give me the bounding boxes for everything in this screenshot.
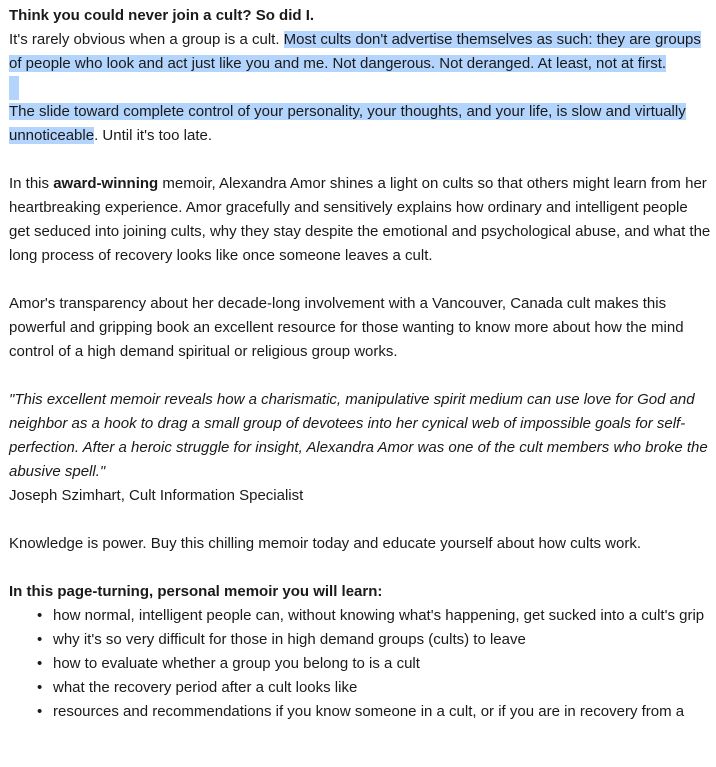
list-item-text: how normal, intelligent people can, without knowing what's happening, get sucked into a cult's grip bbox=[53, 607, 705, 624]
award-before: In this bbox=[9, 175, 54, 192]
bullet-icon: • bbox=[37, 655, 43, 672]
learn-heading-text: In this page-turning, personal memoir you will learn: bbox=[9, 583, 383, 600]
list-item bbox=[37, 604, 712, 628]
selected-text[interactable]: Most cults don't advertise themselves as such: they are groups of people who look and act just like you and me. Not dangerous. Not deranged. At least, not at first. bbox=[9, 31, 701, 72]
intro-heading-text: Think you could never join a cult? So did I. bbox=[9, 7, 315, 24]
list-item bbox=[37, 676, 712, 700]
intro-paragraph-2[interactable] bbox=[9, 100, 712, 148]
intro-plain-text-2: . Until it's too late. bbox=[94, 127, 212, 144]
list-item-text: why it's so very difficult for those in high demand groups (cults) to leave bbox=[53, 631, 526, 648]
selected-text-continued[interactable]: The slide toward complete control of your personality, your thoughts, and your life, is slow and virtually unnoticeable bbox=[9, 103, 686, 144]
bullet-icon: • bbox=[37, 631, 43, 648]
intro-plain-text: It's rarely obvious when a group is a cult. bbox=[9, 31, 284, 48]
intro-paragraph-1[interactable] bbox=[9, 28, 712, 76]
learn-list bbox=[9, 604, 712, 724]
award-paragraph bbox=[9, 172, 712, 268]
award-after: memoir, Alexandra Amor shines a light on cults so that others might learn from her heartbreaking experience. Amor gracefully and sensitively explains how ordinary and intelligent people get seduced into joining cults, why they stay despite the emotional and psychological abuse, and what the long process of recovery looks like once someone leaves a cult. bbox=[9, 175, 711, 264]
quote-attribution: Joseph Szimhart, Cult Information Specialist bbox=[9, 487, 304, 504]
list-item-text: how to evaluate whether a group you belong to is a cult bbox=[53, 655, 420, 672]
learn-heading bbox=[9, 580, 712, 604]
award-bold: award-winning bbox=[53, 175, 159, 192]
quote-block bbox=[9, 388, 712, 508]
list-item bbox=[37, 628, 712, 652]
list-item-text: what the recovery period after a cult looks like bbox=[53, 679, 358, 696]
cta-paragraph: Knowledge is power. Buy this chilling memoir today and educate yourself about how cults work. bbox=[9, 535, 641, 552]
quote-text: "This excellent memoir reveals how a charismatic, manipulative spirit medium can use love for God and neighbor as a hook to drag a small group of devotees into her cynical web of impossible goals for self-perfection. After a heroic struggle for insight, Alexandra Amor was one of the cult members who broke the abusive spell." bbox=[9, 391, 708, 480]
list-item bbox=[37, 652, 712, 676]
list-item bbox=[37, 700, 712, 724]
transparency-paragraph: Amor's transparency about her decade-long involvement with a Vancouver, Canada cult makes this powerful and gripping book an excellent resource for those wanting to know more about how the mind control of a high demand spiritual or religious group works. bbox=[9, 295, 684, 360]
bullet-icon: • bbox=[37, 607, 43, 624]
selection-gap bbox=[9, 76, 19, 100]
intro-heading bbox=[9, 4, 712, 28]
bullet-icon: • bbox=[37, 703, 43, 720]
bullet-icon: • bbox=[37, 679, 43, 696]
list-item-text: resources and recommendations if you know someone in a cult, or if you are in recovery from a bbox=[53, 703, 685, 720]
